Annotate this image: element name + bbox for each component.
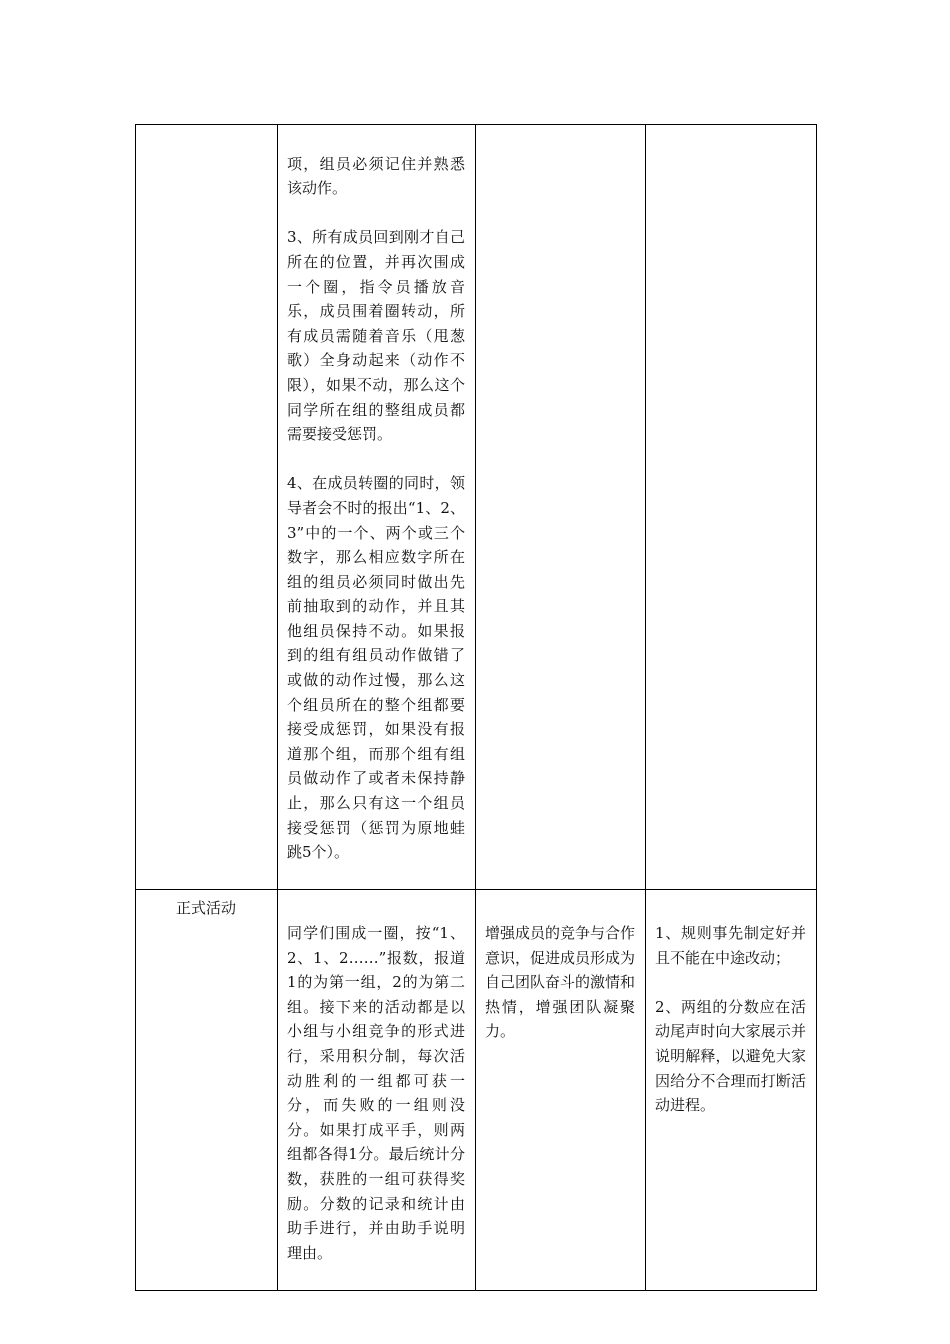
activity-plan-table xyxy=(135,124,817,1291)
stage-cell xyxy=(136,125,278,890)
table-row xyxy=(136,125,817,890)
notes-text xyxy=(646,125,816,127)
content-paragraph: 3、所有成员回到刚才自己所在的位置，并再次围成一个圈，指令员播放音乐，成员围着圈转动，所有成员需随着音乐（甩葱歌）全身动起来（动作不限），如果不动，那么这个同学所在组的整组成员都需要接受惩罚。 xyxy=(287,228,465,444)
notes-cell xyxy=(646,125,817,890)
content-cell xyxy=(278,125,476,890)
goal-text: 增强成员的竞争与合作意识，促进成员形成为自己团队奋斗的激情和热情，增强团队凝聚力。 xyxy=(485,924,636,1041)
goal-cell xyxy=(476,125,646,890)
goal-text xyxy=(476,125,645,127)
content-paragraph: 4、在成员转圈的同时，领导者会不时的报出“1、2、3”中的一个、两个或三个数字，那么相应数字所在组的组员必须同时做出先前抽取到的动作，并且其他组员保持不动。如果报到的组有组员动作做错了或做的动作过慢，那么这个组员所在的整个组都要接受成惩罚，如果没有报道那个组，而那个组有组员做动作了或者未保持静止，那么只有这一个组员接受惩罚（惩罚为原地蛙跳5个）。 xyxy=(287,474,465,862)
notes-item: 2、两组的分数应在活动尾声时向大家展示并说明解释，以避免大家因给分不合理而打断活动进程。 xyxy=(655,997,806,1115)
content-paragraph: 同学们围成一圈，按“1、2、1、2……”报数，报道1的为第一组，2的为第二组。接下来的活动都是以小组与小组竞争的形式进行，采用积分制，每次活动胜利的一组都可获一分，而失败的一组则没分。如果打成平手，则两组都各得1分。最后统计分数，获胜的一组可获得奖励。分数的记录和统计由助手进行，并由助手说明理由。 xyxy=(287,924,465,1262)
table-row xyxy=(136,890,817,1291)
goal-cell xyxy=(476,890,646,1291)
content-cell xyxy=(278,890,476,1291)
content-paragraph: 项，组员必须记住并熟悉该动作。 xyxy=(287,154,465,198)
stage-label: 正式活动 xyxy=(175,899,236,918)
notes-cell xyxy=(646,890,817,1291)
stage-label xyxy=(136,125,277,127)
notes-item: 1、规则事先制定好并且不能在中途改动； xyxy=(655,924,806,967)
stage-cell xyxy=(136,890,278,1291)
